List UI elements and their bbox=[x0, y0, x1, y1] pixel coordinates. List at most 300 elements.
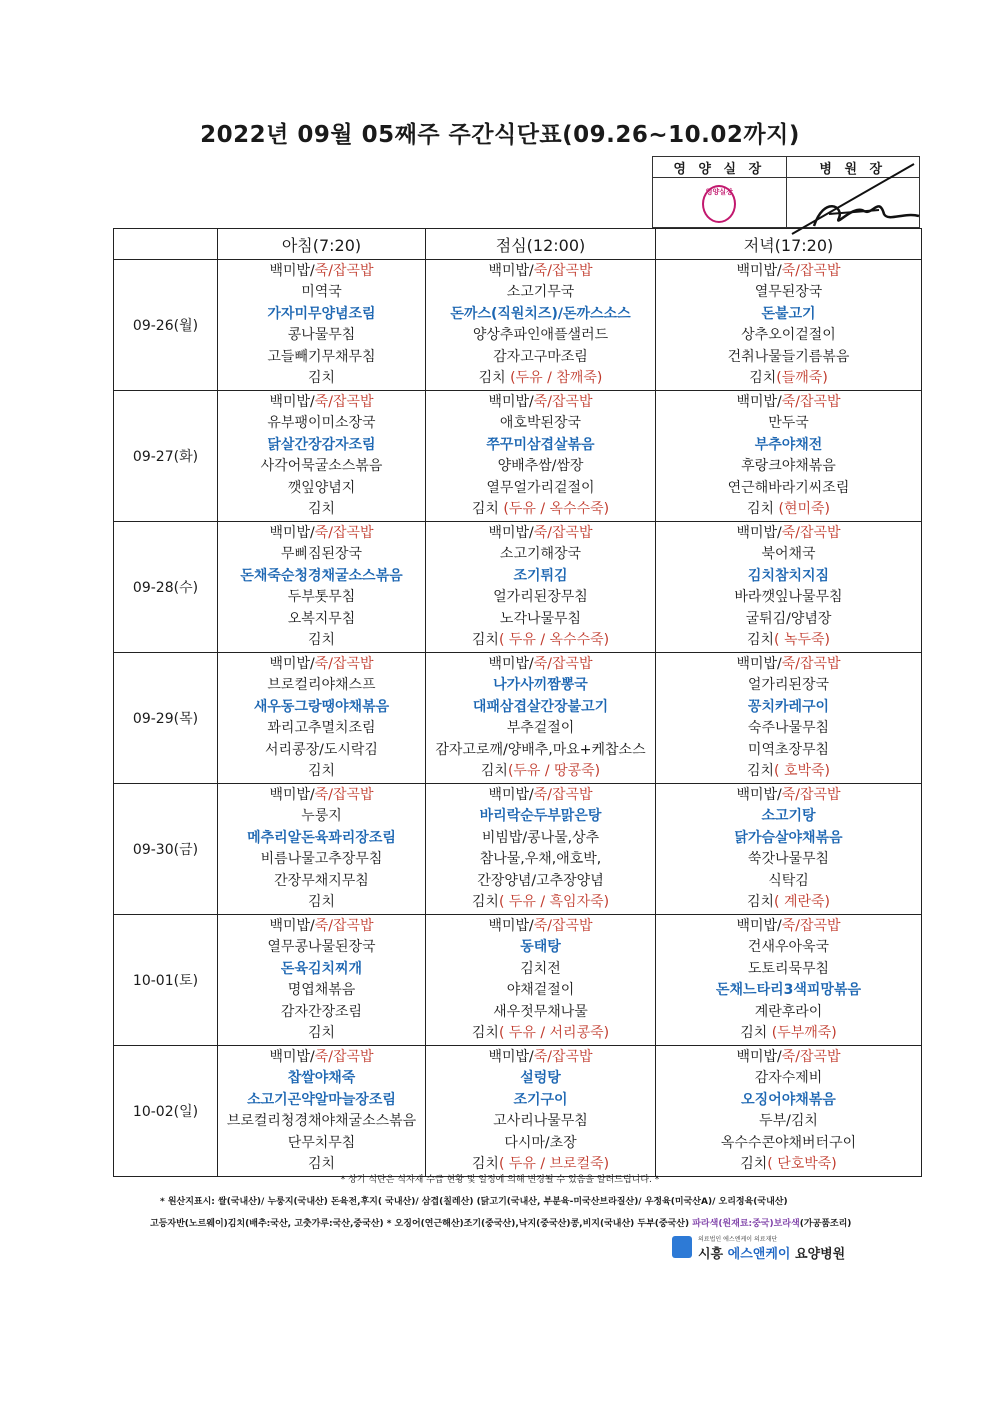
menu-item-text: (두유 / 땅콩죽) bbox=[507, 762, 601, 779]
menu-item-text: 식탁김 bbox=[768, 872, 809, 889]
menu-item-text: 간장양념/고추장양념 bbox=[477, 872, 604, 889]
menu-item bbox=[426, 740, 655, 761]
menu-item-text: 부추겉절이 bbox=[506, 720, 575, 737]
menu-item-text: 얼가리된장국 bbox=[747, 677, 830, 694]
day-row bbox=[114, 260, 922, 391]
menu-item bbox=[218, 499, 425, 520]
menu-item-text: 죽/잡곡밥 bbox=[314, 918, 374, 934]
menu-item bbox=[218, 1023, 425, 1044]
menu-item-text: 브로컬리야채스프 bbox=[267, 677, 376, 694]
menu-item bbox=[656, 937, 921, 958]
menu-item bbox=[426, 413, 655, 434]
dinner-header: 저녁(17:20) bbox=[656, 229, 922, 260]
menu-item bbox=[218, 456, 425, 477]
menu-item bbox=[218, 761, 425, 782]
menu-item-text: 건새우아욱국 bbox=[747, 939, 830, 956]
menu-item-text: 김치 bbox=[307, 500, 336, 517]
menu-item bbox=[426, 871, 655, 892]
menu-item-text: 깻잎양념지 bbox=[287, 479, 356, 496]
breakfast-cell bbox=[218, 784, 426, 915]
lunch-cell bbox=[426, 784, 656, 915]
director-signature-cell bbox=[786, 178, 920, 228]
menu-item bbox=[656, 478, 921, 499]
menu-item-text: 죽/잡곡밥 bbox=[533, 263, 593, 279]
menu-item-text: 백미밥/ bbox=[488, 787, 534, 803]
menu-item bbox=[426, 761, 655, 782]
menu-item-text: 굴튀김/양념장 bbox=[745, 610, 832, 627]
menu-item-text: 꽁치카레구이 bbox=[747, 698, 830, 715]
menu-item-text: 김치 bbox=[307, 1155, 336, 1172]
day-row bbox=[114, 1046, 922, 1177]
menu-item bbox=[426, 675, 655, 696]
menu-item-text: 미역국 bbox=[301, 284, 342, 301]
menu-item bbox=[218, 1133, 425, 1154]
menu-item-text: 무삐짐된장국 bbox=[280, 546, 363, 563]
menu-item bbox=[218, 654, 425, 675]
menu-item bbox=[426, 282, 655, 303]
menu-item-text: 부추야채전 bbox=[754, 436, 823, 453]
menu-change-notice: * 상기 식단은 식자재 수급 현황 및 일정에 의해 변경될 수 있음을 알려드립니다. * bbox=[340, 1175, 660, 1185]
menu-item bbox=[218, 785, 425, 806]
menu-item bbox=[656, 587, 921, 608]
menu-item bbox=[426, 456, 655, 477]
menu-item bbox=[218, 261, 425, 282]
menu-item bbox=[218, 523, 425, 544]
menu-item bbox=[656, 347, 921, 368]
menu-item bbox=[218, 544, 425, 565]
hospital-logo-name: 시흥 에스앤케이 요양병원 bbox=[698, 1247, 846, 1262]
menu-item-text: 김치 bbox=[746, 762, 775, 779]
menu-item bbox=[656, 785, 921, 806]
menu-item-text: (현미죽) bbox=[778, 500, 830, 517]
menu-item-text: 서리콩장/도시락김 bbox=[265, 741, 378, 758]
menu-item bbox=[426, 325, 655, 346]
menu-item-text: 백미밥/ bbox=[736, 656, 782, 672]
menu-item bbox=[656, 630, 921, 651]
menu-item bbox=[656, 828, 921, 849]
menu-item bbox=[218, 435, 425, 456]
menu-item bbox=[656, 980, 921, 1001]
menu-item bbox=[218, 871, 425, 892]
menu-item-text: 노각나물무침 bbox=[499, 610, 582, 627]
menu-item bbox=[426, 916, 655, 937]
menu-item bbox=[426, 304, 655, 325]
menu-item-text: 계란후라이 bbox=[754, 1003, 823, 1020]
menu-item-text: 백미밥/ bbox=[488, 918, 534, 934]
menu-item bbox=[426, 1068, 655, 1089]
menu-item-text: 동태탕 bbox=[520, 939, 561, 956]
menu-item-text: 닭가슴살야채볶음 bbox=[734, 829, 843, 846]
breakfast-cell bbox=[218, 522, 426, 653]
menu-item bbox=[426, 785, 655, 806]
menu-item-text: 쭈꾸미삼겹살볶음 bbox=[486, 436, 595, 453]
menu-item bbox=[218, 937, 425, 958]
day-label: 09-27(화) bbox=[114, 391, 218, 522]
menu-item-text: ( 단호박죽) bbox=[767, 1155, 837, 1172]
menu-item bbox=[218, 740, 425, 761]
menu-item-text: 김치전 bbox=[520, 960, 561, 977]
menu-item bbox=[656, 806, 921, 827]
breakfast-cell bbox=[218, 391, 426, 522]
menu-item bbox=[218, 368, 425, 389]
menu-item-text: 김치 bbox=[478, 369, 511, 386]
breakfast-header: 아침(7:20) bbox=[218, 229, 426, 260]
menu-item bbox=[656, 892, 921, 913]
menu-item bbox=[656, 456, 921, 477]
menu-item bbox=[426, 587, 655, 608]
menu-item bbox=[656, 544, 921, 565]
menu-item bbox=[218, 304, 425, 325]
menu-item-text: ( 호박죽) bbox=[774, 762, 830, 779]
menu-item-text: 도토리묵무침 bbox=[747, 960, 830, 977]
menu-item-text: ( 두유 / 옥수수죽) bbox=[498, 631, 610, 648]
menu-item-text: 죽/잡곡밥 bbox=[533, 656, 593, 672]
menu-item-text: 김치 bbox=[740, 1155, 768, 1172]
menu-item bbox=[656, 282, 921, 303]
menu-item-text: 숙주나물무침 bbox=[747, 720, 830, 737]
menu-item-text: 죽/잡곡밥 bbox=[533, 918, 593, 934]
menu-item-text: 돈채죽순청경채굴소스볶음 bbox=[240, 567, 403, 584]
menu-item bbox=[426, 609, 655, 630]
menu-item-text: 단무치무침 bbox=[287, 1134, 356, 1151]
menu-item-text: ( 두유 / 브로컬죽) bbox=[498, 1155, 610, 1172]
menu-item-text: 조기구이 bbox=[513, 1091, 568, 1108]
menu-item-text: 열무콩나물된장국 bbox=[267, 939, 376, 956]
menu-item-text: 김치 bbox=[740, 1024, 772, 1041]
menu-item-text: 사각어묵굴소스볶음 bbox=[260, 458, 383, 475]
menu-item-text: 유부팽이미소장국 bbox=[267, 415, 376, 432]
weekly-menu-table bbox=[113, 228, 922, 1177]
menu-item bbox=[656, 1111, 921, 1132]
nutrition-stamp-cell bbox=[653, 178, 787, 228]
menu-item bbox=[218, 916, 425, 937]
menu-item bbox=[218, 347, 425, 368]
menu-item-text: 누룽지 bbox=[301, 808, 342, 825]
menu-item-text: 죽/잡곡밥 bbox=[314, 1049, 374, 1065]
menu-item-text: 애호박된장국 bbox=[499, 415, 582, 432]
menu-item-text: 열무얼가리겉절이 bbox=[486, 479, 595, 496]
menu-item bbox=[218, 566, 425, 587]
menu-item bbox=[426, 980, 655, 1001]
corner-header bbox=[114, 229, 218, 260]
breakfast-cell bbox=[218, 260, 426, 391]
menu-item bbox=[656, 1023, 921, 1044]
menu-item bbox=[426, 806, 655, 827]
menu-item-text: 브로컬리청경채야채굴소스볶음 bbox=[226, 1113, 417, 1130]
menu-item bbox=[426, 849, 655, 870]
menu-item-text: 북어채국 bbox=[761, 546, 816, 563]
menu-item-text: 김치 bbox=[749, 369, 777, 386]
menu-item-text: 다시마/초장 bbox=[504, 1134, 577, 1151]
menu-item-text: 후랑크야채볶음 bbox=[741, 458, 836, 475]
page-title: 2022년 09월 05째주 주간식단표(09.26~10.02까지) bbox=[200, 122, 800, 148]
menu-item bbox=[656, 761, 921, 782]
menu-item bbox=[656, 916, 921, 937]
menu-item bbox=[656, 325, 921, 346]
menu-item-text: 김치참치지짐 bbox=[747, 567, 830, 584]
menu-item bbox=[656, 654, 921, 675]
menu-item-text: 백미밥/ bbox=[736, 918, 782, 934]
menu-item bbox=[218, 392, 425, 413]
menu-item-text: 김치 bbox=[307, 369, 336, 386]
menu-item-text: 감자수제비 bbox=[754, 1070, 823, 1087]
menu-item-text: 돈육김치찌개 bbox=[280, 960, 363, 977]
menu-item bbox=[426, 1090, 655, 1111]
menu-item-text: 백미밥/ bbox=[736, 1049, 782, 1065]
menu-item-text: ( 두유 / 흑임자죽) bbox=[498, 893, 610, 910]
menu-item-text: 백미밥/ bbox=[269, 787, 315, 803]
menu-item-text: 명엽채볶음 bbox=[287, 982, 356, 999]
menu-item bbox=[656, 368, 921, 389]
origin-line-2b: 파라색(원재료:중국)보라색 bbox=[692, 1219, 800, 1229]
lunch-header: 점심(12:00) bbox=[426, 229, 656, 260]
menu-item bbox=[656, 1090, 921, 1111]
menu-item bbox=[426, 718, 655, 739]
menu-item bbox=[426, 1133, 655, 1154]
menu-item-text: 죽/잡곡밥 bbox=[533, 787, 593, 803]
menu-item-text: 백미밥/ bbox=[269, 656, 315, 672]
menu-item-text: 소고기해장국 bbox=[499, 546, 582, 563]
menu-item-text: 백미밥/ bbox=[269, 1049, 315, 1065]
menu-item-text: 고들빼기무채무침 bbox=[267, 348, 376, 365]
menu-item-text: 새우젓무채나물 bbox=[493, 1003, 588, 1020]
menu-item-text: 죽/잡곡밥 bbox=[781, 263, 841, 279]
menu-item bbox=[426, 368, 655, 389]
menu-item bbox=[426, 654, 655, 675]
lunch-cell bbox=[426, 653, 656, 784]
menu-item bbox=[218, 587, 425, 608]
day-label: 10-02(일) bbox=[114, 1046, 218, 1177]
menu-item-text: 옥수수콘야채버터구이 bbox=[720, 1134, 857, 1151]
menu-item-text: 오복지무침 bbox=[287, 610, 356, 627]
menu-item-text: 야채겉절이 bbox=[506, 982, 575, 999]
menu-item-text: 백미밥/ bbox=[269, 525, 315, 541]
menu-item-text: 죽/잡곡밥 bbox=[533, 525, 593, 541]
menu-item bbox=[656, 697, 921, 718]
menu-item bbox=[426, 523, 655, 544]
day-label: 09-28(수) bbox=[114, 522, 218, 653]
menu-item bbox=[656, 413, 921, 434]
lunch-cell bbox=[426, 391, 656, 522]
menu-item-text: 김치 bbox=[746, 893, 775, 910]
menu-item-text: 열무된장국 bbox=[754, 284, 823, 301]
origin-label-line-2 bbox=[150, 1216, 851, 1229]
menu-item-text: 죽/잡곡밥 bbox=[781, 1049, 841, 1065]
menu-item bbox=[656, 718, 921, 739]
menu-item-text: 죽/잡곡밥 bbox=[314, 787, 374, 803]
hospital-logo bbox=[672, 1234, 846, 1264]
menu-item-text: 김치 bbox=[471, 893, 499, 910]
lunch-cell bbox=[426, 915, 656, 1046]
menu-item bbox=[656, 304, 921, 325]
menu-item-text: 백미밥/ bbox=[269, 918, 315, 934]
menu-item-text: 감자고로깨/양배추,마요+케찹소스 bbox=[435, 741, 646, 758]
menu-item bbox=[656, 1133, 921, 1154]
day-label: 09-29(목) bbox=[114, 653, 218, 784]
menu-item bbox=[656, 959, 921, 980]
day-row bbox=[114, 915, 922, 1046]
menu-item bbox=[656, 566, 921, 587]
menu-item-text: 간장무채지무침 bbox=[274, 872, 369, 889]
menu-item-text: ( 두유 / 서리콩죽) bbox=[498, 1024, 610, 1041]
menu-item-text: 양배추쌈/쌈장 bbox=[497, 458, 584, 475]
menu-item bbox=[656, 1068, 921, 1089]
menu-item bbox=[656, 1002, 921, 1023]
menu-item-text: (두유 / 참깨죽) bbox=[510, 369, 603, 386]
hospital-logo-icon bbox=[672, 1236, 692, 1258]
menu-item bbox=[656, 1047, 921, 1068]
menu-item-text: 건취나물들기름볶음 bbox=[727, 348, 850, 365]
menu-item-text: 백미밥/ bbox=[736, 525, 782, 541]
menu-item-text: 바리락순두부맑은탕 bbox=[479, 808, 602, 825]
menu-item bbox=[426, 499, 655, 520]
day-label: 09-26(월) bbox=[114, 260, 218, 391]
lunch-cell bbox=[426, 260, 656, 391]
day-label: 09-30(금) bbox=[114, 784, 218, 915]
menu-item-text: 백미밥/ bbox=[488, 525, 534, 541]
menu-item-text: 김치 bbox=[307, 893, 336, 910]
menu-item-text: 김치 bbox=[307, 762, 336, 779]
menu-item-text: 찹쌀야채죽 bbox=[287, 1070, 356, 1087]
menu-item-text: 김치 bbox=[307, 631, 336, 648]
menu-item-text: 비빔밥/콩나물,상추 bbox=[481, 829, 600, 846]
menu-item-text: 대패삼겹살간장불고기 bbox=[472, 698, 609, 715]
menu-item bbox=[656, 740, 921, 761]
menu-item bbox=[656, 435, 921, 456]
menu-item-text: 죽/잡곡밥 bbox=[781, 525, 841, 541]
menu-item-text: 두부/김치 bbox=[759, 1113, 818, 1130]
menu-item-text: (두부깨죽) bbox=[771, 1024, 837, 1041]
dinner-cell bbox=[656, 522, 922, 653]
menu-item bbox=[218, 413, 425, 434]
menu-item-text: 감자간장조림 bbox=[280, 1003, 363, 1020]
menu-item bbox=[426, 892, 655, 913]
menu-item-text: 백미밥/ bbox=[736, 787, 782, 803]
menu-item bbox=[426, 697, 655, 718]
menu-item bbox=[218, 609, 425, 630]
menu-item bbox=[656, 675, 921, 696]
menu-item bbox=[656, 499, 921, 520]
menu-item-text: 죽/잡곡밥 bbox=[533, 1049, 593, 1065]
menu-item-text: 돈채느타리3색피망볶음 bbox=[716, 982, 861, 999]
menu-item-text: 돈까스(직원치즈)/돈까스소스 bbox=[450, 305, 631, 322]
menu-item-text: 비름나물고추장무침 bbox=[260, 851, 383, 868]
menu-item-text: 고사리나물무침 bbox=[493, 1113, 588, 1130]
menu-item bbox=[426, 261, 655, 282]
dinner-cell bbox=[656, 653, 922, 784]
menu-item bbox=[656, 609, 921, 630]
menu-item bbox=[426, 1002, 655, 1023]
breakfast-cell bbox=[218, 1046, 426, 1177]
menu-item-text: 죽/잡곡밥 bbox=[781, 787, 841, 803]
menu-item-text: 죽/잡곡밥 bbox=[314, 263, 374, 279]
menu-item bbox=[218, 806, 425, 827]
menu-item-text: 얼가리된장무침 bbox=[493, 589, 588, 606]
menu-item-text: 닭살간장감자조림 bbox=[267, 436, 376, 453]
menu-item-text: 죽/잡곡밥 bbox=[314, 656, 374, 672]
menu-item-text: 백미밥/ bbox=[488, 1049, 534, 1065]
day-row bbox=[114, 784, 922, 915]
menu-item-text: 미역초장무침 bbox=[747, 741, 830, 758]
menu-item bbox=[218, 1002, 425, 1023]
dinner-cell bbox=[656, 1046, 922, 1177]
menu-item bbox=[218, 282, 425, 303]
menu-item bbox=[426, 392, 655, 413]
menu-item-text: 백미밥/ bbox=[736, 263, 782, 279]
approval-box bbox=[652, 156, 920, 228]
menu-item-text: 백미밥/ bbox=[488, 263, 534, 279]
origin-label-line-1: * 원산지표시: 쌀(국내산)/ 누룽지(국내산) 돈육전,후지( 국내산)/ 삼겹(칠레산) (닭고기(국내산, 부분육-미국산브라질산)/ 우정육(미국산A)/ 오리정육(국내산) bbox=[160, 1197, 788, 1207]
menu-item bbox=[656, 523, 921, 544]
menu-item bbox=[218, 959, 425, 980]
menu-item-text: 감자고구마조림 bbox=[493, 348, 588, 365]
dinner-cell bbox=[656, 260, 922, 391]
menu-item-text: 죽/잡곡밥 bbox=[781, 656, 841, 672]
menu-item-text: 죽/잡곡밥 bbox=[781, 394, 841, 410]
lunch-cell bbox=[426, 522, 656, 653]
menu-item-text: 쑥갓나물무침 bbox=[747, 851, 830, 868]
menu-item-text: 설렁탕 bbox=[520, 1070, 561, 1087]
menu-item bbox=[218, 849, 425, 870]
menu-item-text: ( 녹두죽) bbox=[774, 631, 830, 648]
menu-item-text: 참나물,우채,애호박, bbox=[479, 851, 602, 868]
menu-item-text: 김치 bbox=[471, 1155, 499, 1172]
menu-item-text: 메추리알돈육꽈리장조림 bbox=[247, 829, 396, 846]
menu-item-text: 김치 bbox=[480, 762, 508, 779]
menu-item bbox=[426, 566, 655, 587]
menu-item bbox=[218, 697, 425, 718]
menu-item-text: 백미밥/ bbox=[488, 656, 534, 672]
lunch-cell bbox=[426, 1046, 656, 1177]
menu-item-text: 김치 bbox=[746, 631, 775, 648]
menu-item bbox=[218, 1047, 425, 1068]
menu-item-text: 만두국 bbox=[768, 415, 809, 432]
menu-item bbox=[218, 325, 425, 346]
menu-item bbox=[218, 675, 425, 696]
menu-item-text: 상추오이겉절이 bbox=[741, 327, 836, 344]
menu-item bbox=[218, 478, 425, 499]
menu-item bbox=[426, 544, 655, 565]
menu-item bbox=[218, 718, 425, 739]
menu-item bbox=[218, 1090, 425, 1111]
breakfast-cell bbox=[218, 915, 426, 1046]
menu-item-text: 연근해바라기씨조림 bbox=[727, 479, 850, 496]
breakfast-cell bbox=[218, 653, 426, 784]
menu-item bbox=[426, 959, 655, 980]
menu-item-text: 백미밥/ bbox=[488, 394, 534, 410]
menu-item bbox=[426, 937, 655, 958]
dinner-cell bbox=[656, 784, 922, 915]
menu-item-text: 두부톳무침 bbox=[287, 589, 356, 606]
menu-item-text: 죽/잡곡밥 bbox=[781, 918, 841, 934]
seal-stamp: 영양실장 bbox=[702, 185, 736, 223]
menu-item-text: 조기튀김 bbox=[513, 567, 568, 584]
menu-item bbox=[656, 871, 921, 892]
menu-item-text: 소고기곤약알마늘장조림 bbox=[247, 1091, 396, 1108]
menu-item bbox=[426, 1111, 655, 1132]
menu-item-text: (두유 / 옥수수죽) bbox=[503, 500, 610, 517]
origin-line-2a: 고등자반(노르웨이)김치(배추:국산, 고춧가루:국산,중국산) * 오징어(연근해산)조기(중국산),낙지(중국산)콩,비지(국내산) 두부(중국산) bbox=[150, 1219, 693, 1229]
menu-item-text: 콩나물무침 bbox=[287, 327, 356, 344]
menu-item-text: 김치 bbox=[307, 1024, 336, 1041]
menu-item bbox=[218, 828, 425, 849]
day-row bbox=[114, 522, 922, 653]
menu-item-text: 백미밥/ bbox=[269, 263, 315, 279]
menu-item-text: 소고기탕 bbox=[761, 808, 816, 825]
menu-item-text: 백미밥/ bbox=[269, 394, 315, 410]
menu-item-text: 김치 bbox=[471, 631, 499, 648]
director-label: 병 원 장 bbox=[786, 157, 920, 178]
